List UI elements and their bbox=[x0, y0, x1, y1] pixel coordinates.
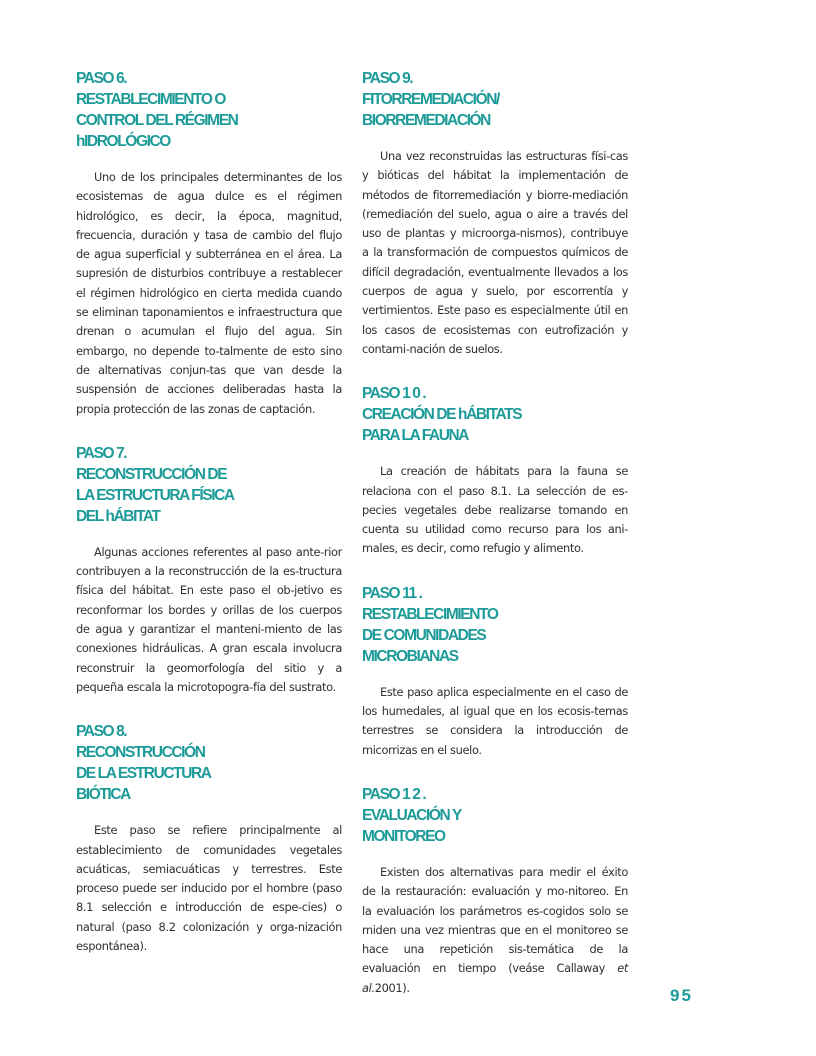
section-body: Este paso se refiere principalmente al establecimiento de comunidades vegetales acuáticas, semiacuáticas y terrestres. Este proceso puede ser inducido por el hombre (paso 8.1 selección e introducción de espe-cies) o natural (paso 8.2 colonización y orga-nización espontánea). bbox=[76, 823, 342, 954]
section-body: La creación de hábitats para la fauna se relaciona con el paso 8.1. La selección de es-pecies vegetales debe realizarse tomando en cuenta su utilidad como recurso para los ani-males, es decir, como refugio y alimento. bbox=[362, 464, 628, 556]
heading-line: DE LA ESTRUCTURA bbox=[76, 765, 211, 783]
heading-line: PASO 1 0 . bbox=[362, 385, 426, 403]
section-paso-10 bbox=[362, 383, 628, 558]
section-paso-7 bbox=[76, 443, 342, 697]
heading-line: PASO 9. bbox=[362, 70, 413, 87]
heading-line: RESTABLECIMIENTO bbox=[362, 605, 498, 623]
heading-line: PASO 7. bbox=[76, 444, 127, 462]
citation-etal: et al. bbox=[362, 961, 628, 995]
heading-line: DEL hÁBITAT bbox=[76, 507, 160, 525]
heading-line: EVALUACIÓN Y bbox=[362, 806, 461, 824]
section-body: Una vez reconstruidas las estructuras físi-cas y bióticas del hábitat la implementación de métodos de fitorremediación y biorre-mediación (remediación del suelo, agua o aire a través del uso de plantas y microorga-nismos), contribuye a la transformación de compuestos químicos de difícil degradación, eventualmente llevados a los cuerpos de agua y suelo, por escorrentía y vertimientos. Este paso es especialmente útil en los casos de ecosistemas con eutrofización y contami-nación de suelos. bbox=[362, 149, 628, 356]
section-heading bbox=[76, 443, 342, 527]
section-body: Algunas acciones referentes al paso ante-rior contribuyen a la reconstrucción de la es-tructura física del hábitat. En este paso el ob-jetivo es reconformar los bordes y orillas de los cuerpos de agua y garantizar el manteni-miento de las conexiones hidráulicas. A gran escala involucra reconstruir la geomorfología del sitio y a pequeña escala la microtopogra-fía del sustrato. bbox=[76, 544, 342, 694]
section-heading bbox=[362, 583, 628, 667]
page-number: 95 bbox=[670, 986, 693, 1005]
section-paso-11 bbox=[362, 583, 628, 760]
citation-year: 2001). bbox=[374, 980, 410, 995]
heading-line: CONTROL DEL RÉGIMEN bbox=[76, 112, 238, 129]
heading-line: LA ESTRUCTURA FÍSICA bbox=[76, 486, 234, 504]
heading-line: CREACIÓN DE hÁBITATS bbox=[362, 406, 522, 424]
section-paso-9 bbox=[362, 68, 628, 359]
section-heading bbox=[362, 68, 628, 131]
section-paso-6 bbox=[76, 68, 342, 419]
section-paso-8 bbox=[76, 721, 342, 956]
heading-line: RECONSTRUCCIÓN DE bbox=[76, 465, 227, 483]
left-column bbox=[76, 68, 342, 980]
right-column bbox=[362, 68, 628, 1022]
heading-line: PARA LA FAUNA bbox=[362, 427, 469, 445]
heading-line: FITORREMEDIACIÓN/ bbox=[362, 91, 499, 108]
section-heading bbox=[362, 784, 628, 847]
heading-line: DE COMUNIDADES bbox=[362, 626, 486, 644]
heading-line: PASO 8. bbox=[76, 723, 127, 741]
heading-line: PASO 6. bbox=[76, 70, 127, 87]
section-body bbox=[362, 863, 628, 998]
section-body: Uno de los principales determinantes de los ecosistemas de agua dulce es el régimen hidrológico, es decir, la época, magnitud, frecuencia, duración y tasa de cambio del flujo de agua superficial y subterránea en el área. La supresión de disturbios contribuye a restablecer el régimen hidrológico en cierta medida cuando se eliminan taponamientos e infraestructura que drenan o acumulan el flujo del agua. Sin embargo, no depende to-talmente de esto sino de alternativas conjun-tas que van desde la suspensión de acciones deliberadas hasta la propia protección de las zonas de captación. bbox=[76, 170, 342, 416]
heading-line: RECONSTRUCCIÓN bbox=[76, 744, 205, 762]
heading-line: hIDROLÓGICO bbox=[76, 133, 170, 150]
citation-author: Callaway bbox=[556, 961, 605, 976]
section-body: Este paso aplica especialmente en el caso de los humedales, al igual que en los ecosis-temas terrestres se considera la introducción de micorrizas en el suelo. bbox=[362, 684, 628, 757]
heading-line: PASO 1 2 . bbox=[362, 785, 426, 803]
body-main-text: Existen dos alternativas para medir el éxito de la restauración: evaluación y mo-nitoreo. En la evaluación los parámetros es-cogidos solo se miden una vez mientras que en el monitoreo se hace una repetición sis-temática de la evaluación en tiempo (veáse bbox=[362, 864, 628, 976]
heading-line: BIORREMEDIACIÓN bbox=[362, 112, 490, 129]
section-heading bbox=[76, 68, 342, 152]
heading-line: MICROBIANAS bbox=[362, 647, 458, 665]
heading-line: RESTABLECIMIENTO O bbox=[76, 91, 226, 108]
section-heading bbox=[76, 721, 342, 805]
heading-line: MONITOREO bbox=[362, 827, 445, 845]
section-heading bbox=[362, 383, 628, 446]
heading-line: BIÓTICA bbox=[76, 786, 130, 804]
heading-line: PASO 11 . bbox=[362, 584, 422, 602]
section-paso-12 bbox=[362, 784, 628, 998]
